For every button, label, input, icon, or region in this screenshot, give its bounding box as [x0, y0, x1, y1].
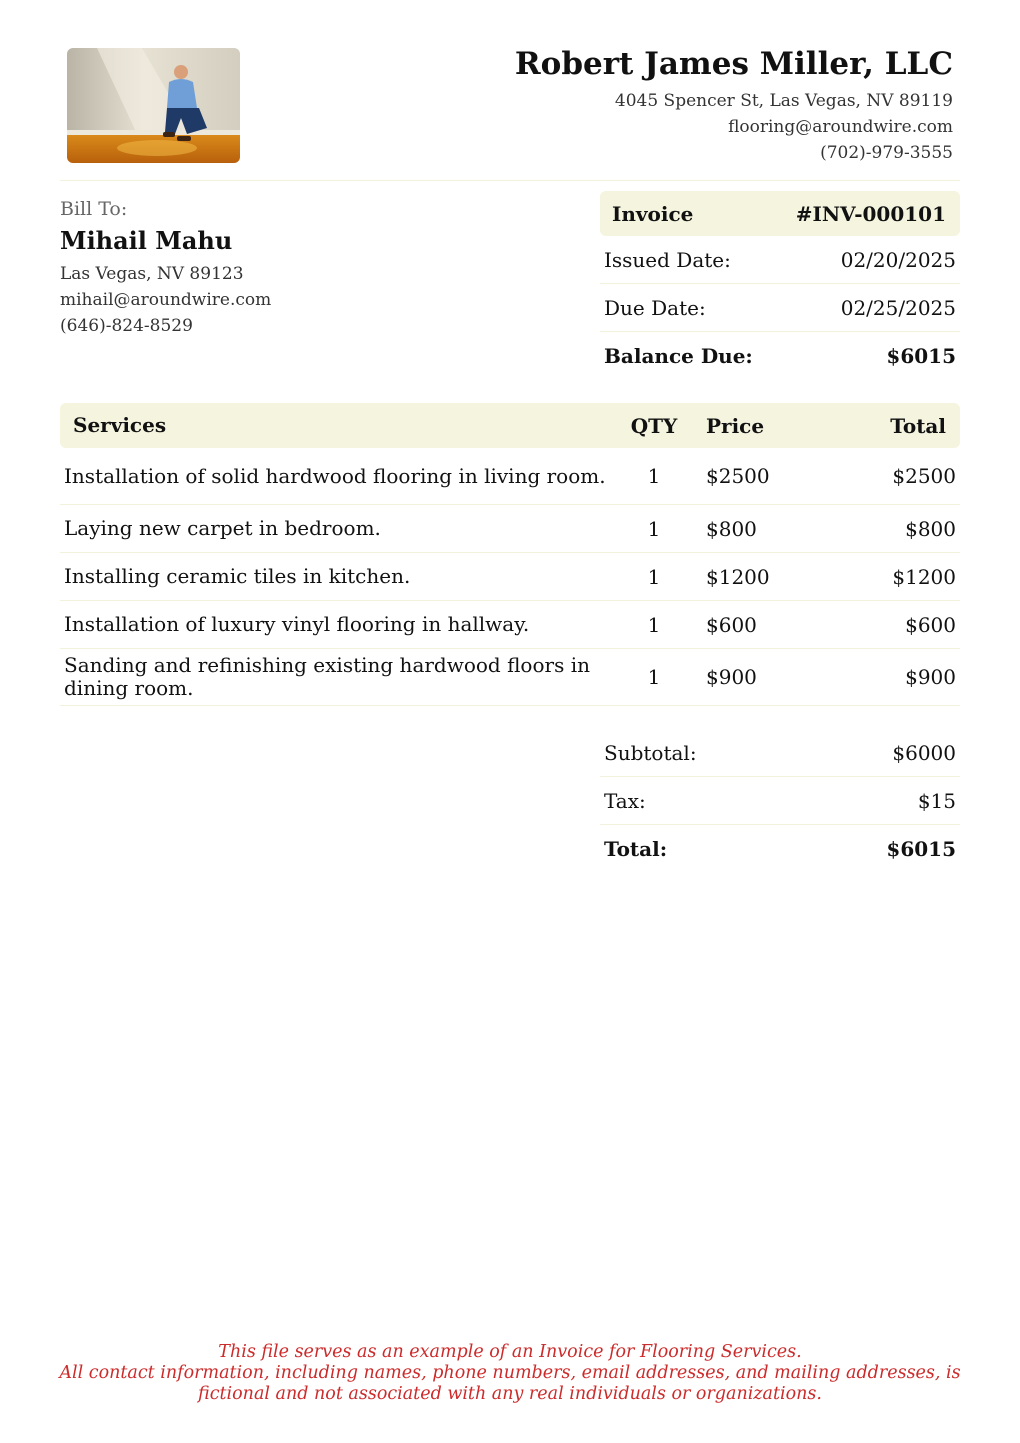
invoice-header [600, 191, 960, 236]
service-qty: 1 [647, 516, 661, 541]
service-description: Sanding and refinishing existing hardwood floors in dining room. [64, 653, 590, 700]
service-description: Installation of solid hardwood flooring in living room. [64, 463, 606, 488]
service-qty: 1 [647, 665, 661, 689]
totals-section [600, 729, 960, 872]
table-row [60, 553, 960, 601]
service-qty: 1 [647, 612, 661, 637]
total-row [600, 825, 960, 872]
table-row [60, 601, 960, 649]
company-name: Robert James Miller, LLC [514, 46, 953, 82]
company-photo [67, 48, 240, 163]
service-total: $900 [905, 665, 956, 689]
bill-to-label: Bill To: [60, 198, 128, 220]
service-description: Installing ceramic tiles in kitchen. [64, 564, 411, 588]
service-total: $600 [905, 612, 956, 637]
service-total: $800 [905, 516, 956, 541]
service-price: $2500 [706, 464, 770, 488]
company-phone: (702)-979-3555 [820, 143, 953, 163]
client-phone: (646)-824-8529 [60, 316, 193, 336]
issued-date-label: Issued Date: [604, 247, 731, 272]
subtotal-row [600, 729, 960, 777]
service-total: $1200 [892, 564, 956, 589]
header-divider [60, 180, 960, 181]
service-total: $2500 [892, 464, 956, 488]
disclaimer [0, 1342, 1020, 1405]
service-price: $600 [706, 612, 757, 637]
company-email: flooring@aroundwire.com [728, 117, 953, 137]
invoice-label: Invoice [612, 201, 694, 226]
header-services: Services [73, 413, 167, 437]
disclaimer-line: This file serves as an example of an Invoice for Flooring Services. [218, 1342, 802, 1362]
header-qty: QTY [630, 413, 678, 438]
services-table [60, 403, 960, 706]
tax-row [600, 777, 960, 825]
service-price: $1200 [706, 564, 770, 589]
invoice-meta [600, 191, 960, 379]
header-total: Total [890, 413, 946, 438]
client-address: Las Vegas, NV 89123 [60, 264, 244, 284]
service-description: Laying new carpet in bedroom. [64, 516, 381, 540]
total-value: $6015 [886, 836, 956, 861]
table-row [60, 505, 960, 553]
tax-label: Tax: [604, 788, 646, 813]
total-label: Total: [604, 836, 668, 861]
due-date-value: 02/25/2025 [840, 295, 956, 320]
service-qty: 1 [647, 464, 661, 488]
company-address: 4045 Spencer St, Las Vegas, NV 89119 [614, 91, 953, 111]
service-price: $900 [706, 665, 757, 689]
service-description: Installation of luxury vinyl flooring in hallway. [64, 612, 530, 636]
client-email: mihail@aroundwire.com [60, 290, 272, 310]
disclaimer-line: All contact information, including names, phone numbers, email addresses, and mailing addresses, is [59, 1363, 961, 1383]
issued-date-value: 02/20/2025 [840, 247, 956, 272]
balance-due-row [600, 332, 960, 379]
subtotal-label: Subtotal: [604, 740, 697, 765]
balance-due-label: Balance Due: [604, 343, 753, 368]
issued-date-row [600, 236, 960, 284]
disclaimer-line: fictional and not associated with any real individuals or organizations. [198, 1384, 822, 1404]
subtotal-value: $6000 [892, 740, 956, 765]
client-name: Mihail Mahu [60, 226, 233, 255]
balance-due-value: $6015 [886, 343, 956, 368]
table-row [60, 649, 960, 706]
due-date-label: Due Date: [604, 295, 706, 320]
invoice-number: #INV-000101 [795, 201, 946, 226]
services-table-header [60, 403, 960, 448]
company-info [515, 46, 953, 166]
service-qty: 1 [647, 564, 661, 589]
header-price: Price [706, 413, 765, 438]
tax-value: $15 [917, 788, 956, 813]
bill-to-section [60, 198, 271, 339]
table-row [60, 448, 960, 505]
service-price: $800 [706, 516, 757, 541]
due-date-row [600, 284, 960, 332]
